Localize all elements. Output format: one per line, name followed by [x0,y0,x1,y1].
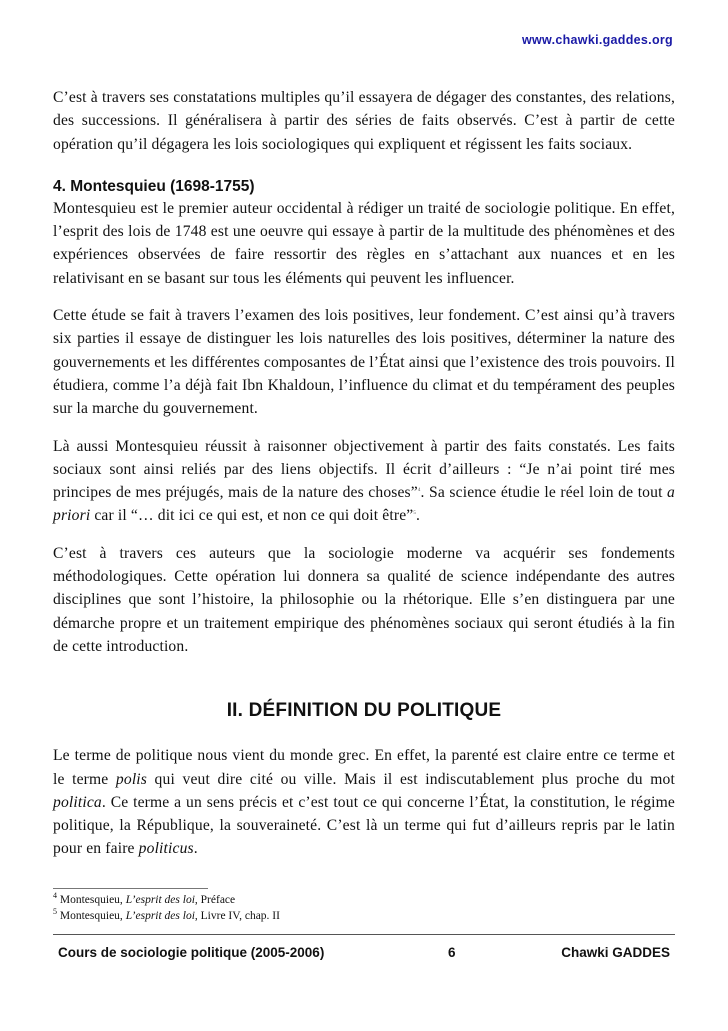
paragraph-text: . [193,840,198,858]
footnote-number: 5 [53,906,57,916]
italic-term-a-priori: a priori [53,484,675,525]
footer-divider [53,934,675,935]
paragraph-text: . Sa science étudie le réel loin de tout [420,484,668,502]
footnote-author: Montesquieu, [59,894,126,906]
paragraph-text: Là aussi Montesquieu réussit à raisonner objectivement à partir des faits constatés. Les faits sociaux sont ainsi reliés par des liens objectifs. Il écrit d’ailleurs : “Je n’ai point tiré mes principes de mes préjugés, mais de la nature des choses” [53,437,675,502]
footnote-author: Montesquieu, [59,909,126,922]
footnote-title: L’esprit des loi [125,909,195,922]
footnote-detail: , Préface [194,894,236,906]
page-content [53,86,675,875]
footnote-5 [53,906,675,925]
section-heading-montesquieu: 4. Montesquieu (1698-1755) [53,177,255,195]
paragraph-text: . Ce terme a un sens précis et c’est tout ce qui concerne l’État, la constitution, le régime politique, la République, la souveraineté. C’est là un terme qui fut d’ailleurs repris par le latin pour en faire [53,793,675,858]
paragraph-definition [53,744,675,860]
footnote-detail: , Livre IV, chap. II [194,909,280,922]
footnote-4 [53,893,675,909]
footnote-number: 4 [53,891,57,901]
page-footer [53,945,675,965]
footnote-ref-5[interactable]: 5 [413,511,416,517]
paragraph-text: . [416,507,421,525]
part-heading-definition: II. DÉFINITION DU POLITIQUE [226,700,502,722]
paragraph-text: qui veut dire cité ou ville. Mais il est indiscutablement plus proche du mot [147,770,675,788]
header-website-link[interactable]: www.chawki.gaddes.org [521,33,673,47]
footnote-ref-4[interactable]: 4 [417,487,421,493]
paragraph-intro: C’est à travers ses constatations multiples qu’il essayera de dégager des constantes, des relations, des successions. Il généralisera à partir des séries de faits observés. C’est à partir de cette opération qu’il dégagera les lois sociologiques qui expliquent et régissent les faits sociaux. [53,89,675,153]
footnotes [53,893,675,924]
paragraph-text: car il “… dit ici ce qui est, et non ce qui doit être” [90,507,414,525]
footer-page-number: 6 [448,945,456,960]
paragraph-montesquieu-3 [53,435,675,528]
paragraph-montesquieu-4: C’est à travers ces auteurs que la sociologie moderne va acquérir ses fondements méthodologiques. Cette opération lui donnera sa qualité de science indépendante des autres disciplines que sont l’histoire, la philosophie ou la rhétorique. Elle s’en distinguera par une démarche propre et un traitement empirique des phénomènes sociaux qui seront étudiés à la fin de cette introduction. [53,544,675,655]
paragraph-montesquieu-1: Montesquieu est le premier auteur occidental à rédiger un traité de sociologie politique. En effet, l’esprit des lois de 1748 est une oeuvre qui essaye à partir de la multitude des phénomènes et des expériences observées de faire ressortir des règles en s’attachant aux nuances et en les relativisant en se basant sur tous les éléments qui peuvent les influencer. [53,199,675,287]
footnote-title: L’esprit des loi [125,894,195,906]
paragraph-montesquieu-2: Cette étude se fait à travers l’examen des lois positives, leur fondement. C’est ainsi qu’à travers six parties il essaye de distinguer les lois naturelles des lois positives, déterminer la nature des gouvernements et les différentes composantes de l’État ainsi que l’existence des trois pouvoirs. Il étudiera, comme l’a déjà fait Ibn Khaldoun, l’influence du climat et du tempérament des peuples sur la marche du gouvernement. [53,307,675,418]
italic-term-polis: polis [115,770,147,788]
italic-term-politicus: politicus [138,840,194,858]
footer-course-title: Cours de sociologie politique (2005-2006) [58,945,325,960]
italic-term-politica: politica [53,793,102,811]
footnote-divider [53,888,208,889]
paragraph-text: Le terme de politique nous vient du monde grec. En effet, la parenté est claire entre ce terme et le terme [53,747,675,788]
footer-author: Chawki GADDES [561,945,670,960]
